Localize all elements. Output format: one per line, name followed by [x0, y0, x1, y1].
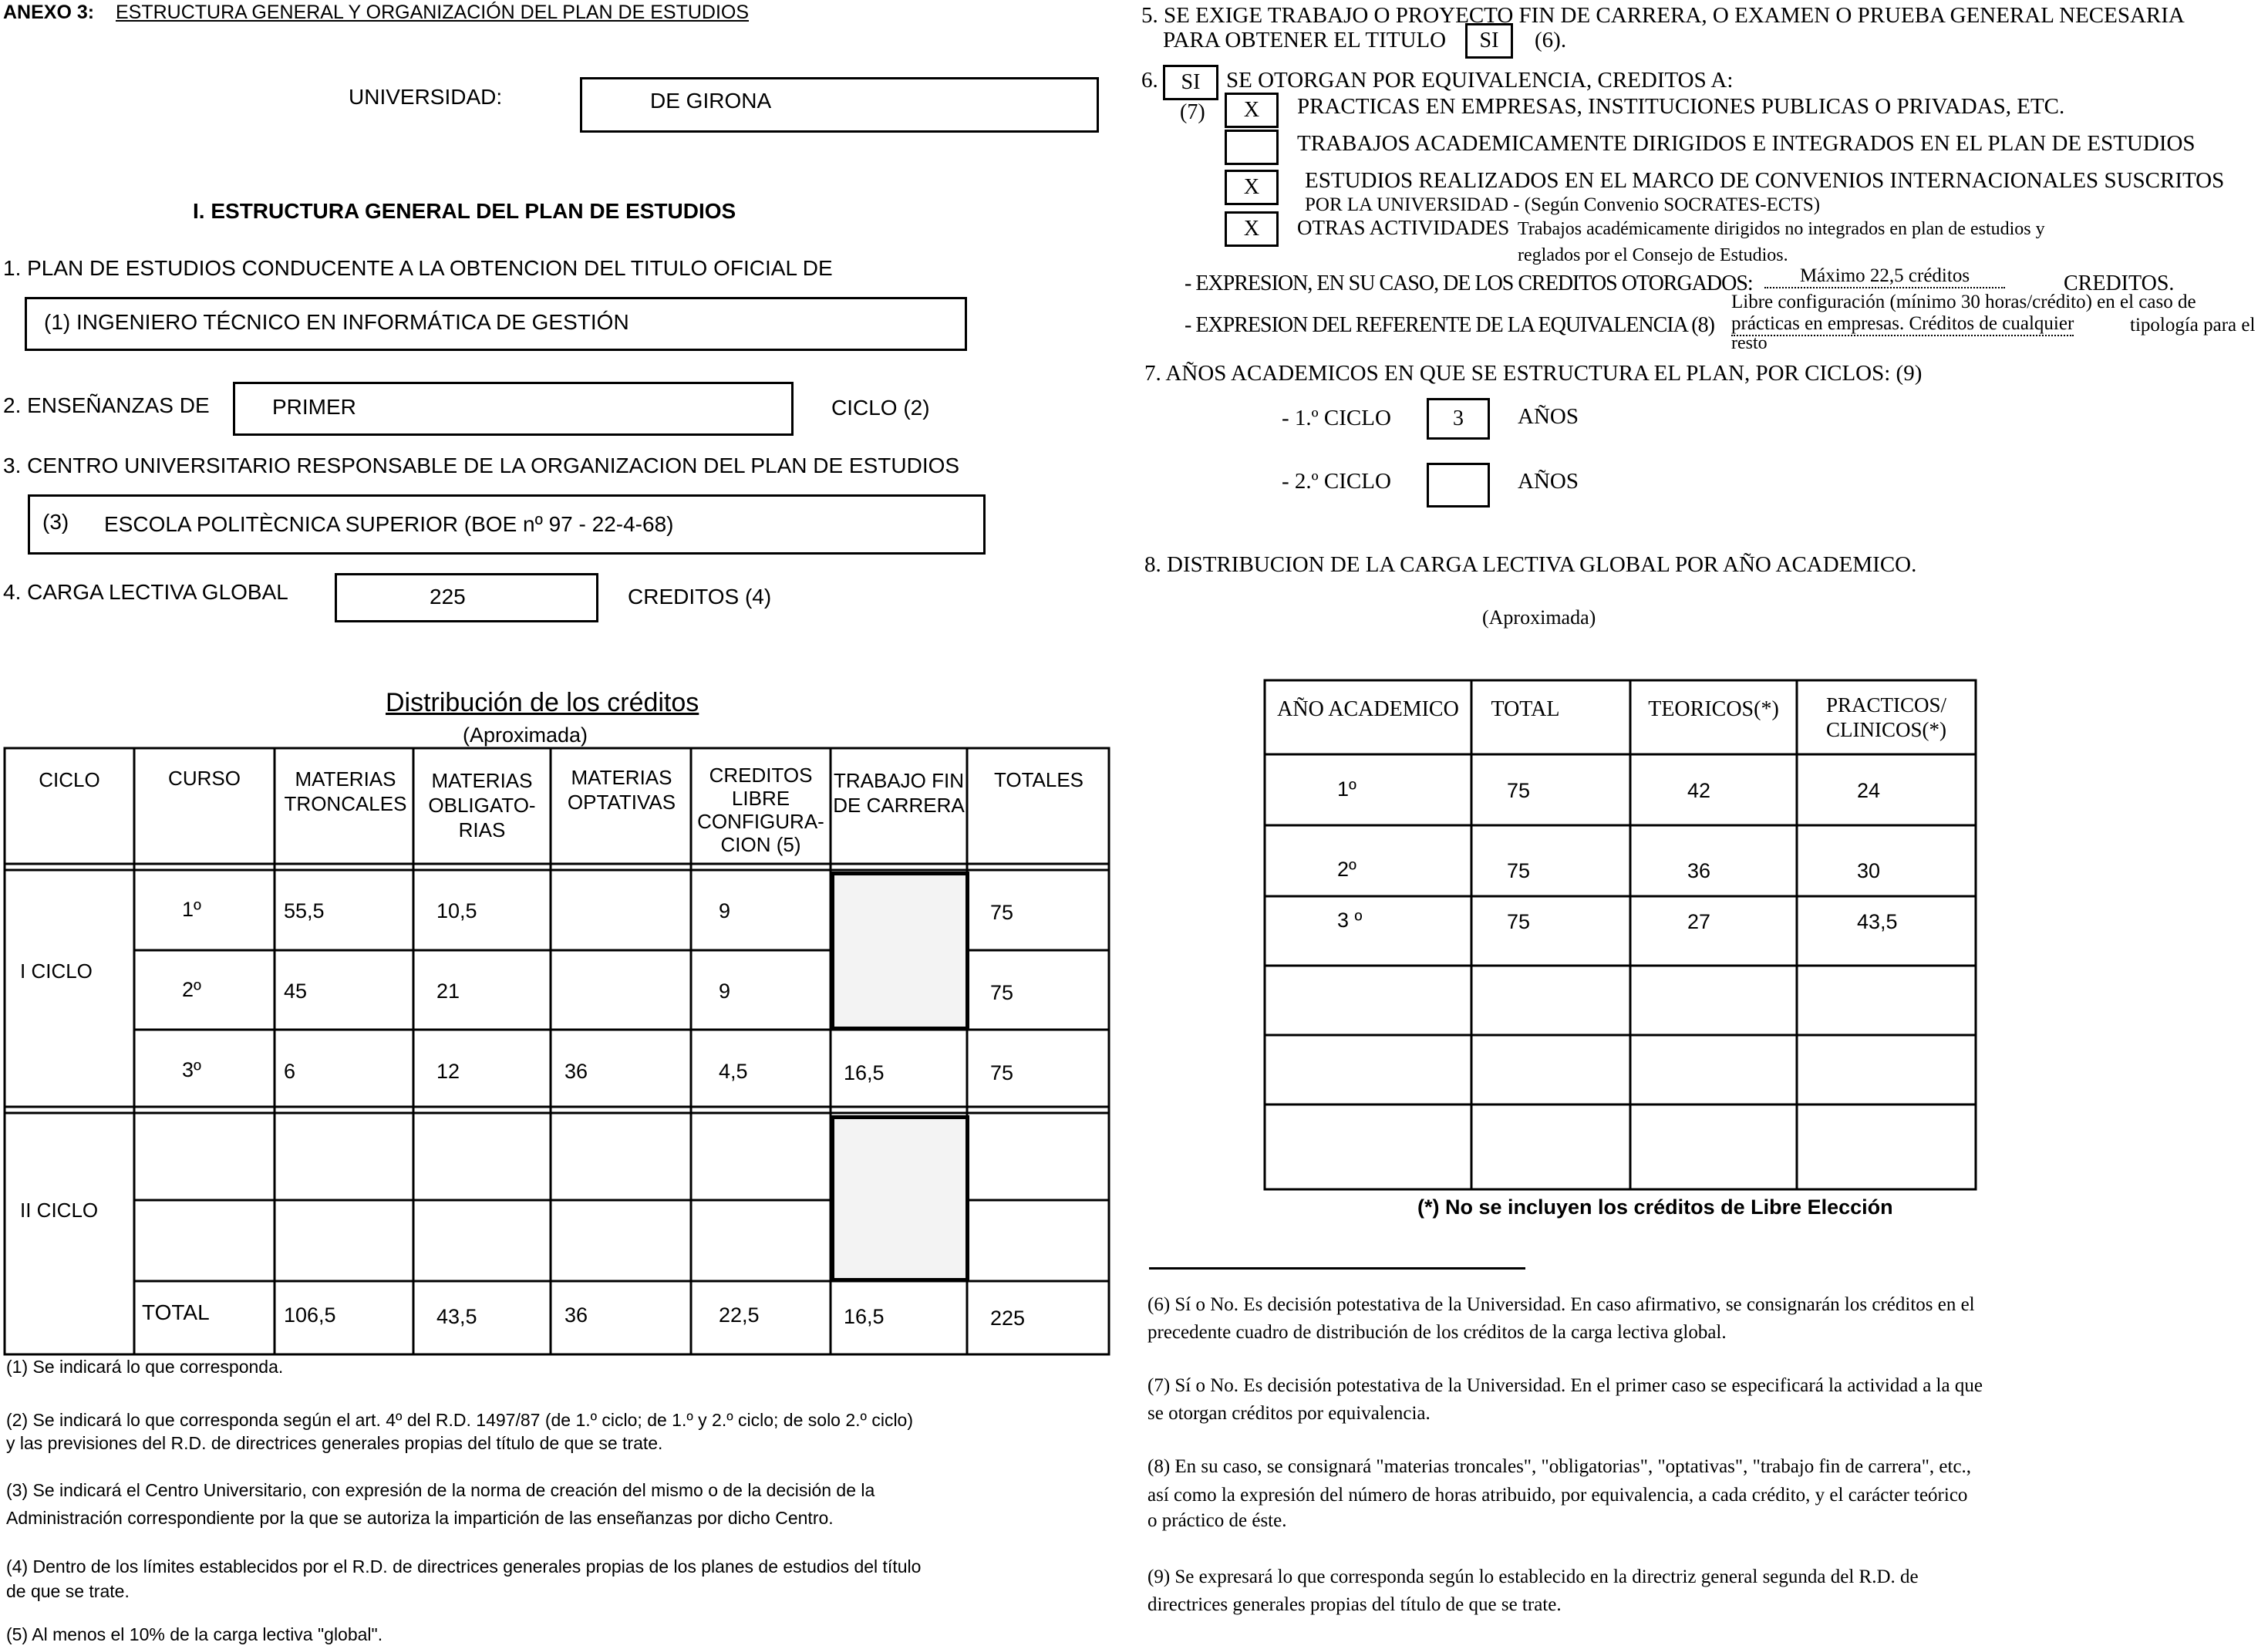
cell-trabajo: 16,5	[844, 1061, 885, 1084]
item5-line2: PARA OBTENER EL TITULO	[1163, 28, 1447, 52]
cell-obligatorias: 21	[436, 980, 460, 1003]
year-cell-practicos: 30	[1857, 859, 1881, 882]
year-cell-ano: 2º	[1337, 858, 1356, 881]
ciclo-value: PRIMER	[272, 395, 356, 419]
carga-box	[335, 573, 598, 622]
item6-text: SE OTORGAN POR EQUIVALENCIA, CREDITOS A:	[1226, 68, 1734, 93]
cell-totales: 75	[990, 981, 1014, 1004]
carga-value: 225	[430, 585, 466, 609]
header-curso: CURSO	[168, 767, 241, 790]
header-ciclo: CICLO	[39, 768, 100, 791]
year-header-practicos-l2: CLINICOS(*)	[1826, 718, 1946, 741]
footnote-5: (5) Al menos el 10% de la carga lectiva "global".	[6, 1624, 383, 1644]
ciclo2-years-box	[1427, 463, 1490, 508]
item7-label: 7. AÑOS ACADEMICOS EN QUE SE ESTRUCTURA EL PLAN, POR CICLOS: (9)	[1144, 361, 1923, 386]
year-grid-lines	[1263, 679, 1977, 1191]
footnote-1: (1) Se indicará lo que corresponda.	[6, 1357, 284, 1377]
footnote-4b: de que se trate.	[6, 1581, 130, 1601]
footnote-2b: y las previsiones del R.D. de directrices generales propias del título de que se trate.	[6, 1433, 663, 1453]
option-otras-text-1: OTRAS ACTIVIDADES	[1297, 216, 1510, 239]
centro-num: (3)	[42, 510, 69, 534]
item4-label: 4. CARGA LECTIVA GLOBAL	[3, 580, 288, 604]
total-label: TOTAL	[142, 1300, 210, 1324]
header-optativas: MATERIAS OPTATIVAS	[567, 766, 676, 814]
universidad-box	[580, 77, 1099, 133]
expr1-suffix: CREDITOS.	[2064, 271, 2175, 295]
expr2-line2a: prácticas en empresas. Créditos de cualquier	[1731, 313, 2074, 336]
ciclo1-years-box: 3	[1427, 398, 1490, 440]
ciclo1-years-label: - 1.º CICLO	[1282, 406, 1391, 430]
item2-label: 2. ENSEÑANZAS DE	[3, 393, 210, 417]
credits-table-subtitle: (Aproximada)	[463, 723, 588, 747]
credits-table	[3, 747, 1110, 1356]
option-convenios-checkbox: X	[1225, 170, 1279, 205]
header-obligatorias	[413, 768, 551, 842]
centro-box	[28, 494, 986, 555]
header-libre-l2: LIBRE	[731, 787, 790, 810]
ciclo-box	[233, 382, 794, 436]
ciclo1-label: I CICLO	[20, 959, 93, 983]
footnote-8b: así como la expresión del número de horas atribuido, por equivalencia, a cada crédito, y el carácter teórico	[1147, 1485, 1968, 1506]
expr2-line3: resto	[1731, 333, 1768, 353]
cell-totales: 75	[990, 1061, 1014, 1084]
item4-suffix: CREDITOS (4)	[628, 585, 772, 609]
item6-ref: (7)	[1180, 100, 1205, 124]
anexo-label: ANEXO 3:	[3, 2, 95, 23]
footnote-6a: (6) Sí o No. Es decisión potestativa de la Universidad. En caso afirmativo, se consignarán los créditos en el	[1147, 1294, 1975, 1315]
cell-totales: 75	[990, 901, 1014, 924]
year-header-ano: AÑO ACADEMICO	[1277, 697, 1459, 721]
anexo-title: ESTRUCTURA GENERAL Y ORGANIZACIÓN DEL PLAN DE ESTUDIOS	[116, 2, 750, 23]
footnote-8c: o práctico de éste.	[1147, 1510, 1287, 1531]
cell-obligatorias: 12	[436, 1060, 460, 1083]
cell-optativas: 36	[564, 1060, 588, 1083]
expr1-label: - EXPRESION, EN SU CASO, DE LOS CREDITOS OTORGADOS:	[1185, 271, 1753, 295]
option-otras-text-2: Trabajos académicamente dirigidos no integrados en plan de estudios y	[1518, 219, 2045, 239]
header-trabajo: TRABAJO FIN DE CARRERA	[833, 769, 965, 817]
year-table-note: (*) No se incluyen los créditos de Libre Elección	[1417, 1195, 1893, 1219]
cell-libre: 9	[719, 980, 731, 1003]
item6-num: 6.	[1141, 68, 1158, 93]
ciclo2-label: II CICLO	[20, 1199, 99, 1222]
footnote-7a: (7) Sí o No. Es decisión potestativa de la Universidad. En el primer caso se especificará la actividad a la que	[1147, 1375, 1983, 1396]
year-table	[1263, 679, 1977, 1191]
total-totales: 225	[990, 1307, 1026, 1330]
header-libre-l3: CONFIGURA-	[697, 810, 824, 833]
item8-label: 8. DISTRIBUCION DE LA CARGA LECTIVA GLOBAL POR AÑO ACADEMICO.	[1144, 552, 1917, 577]
total-libre: 22,5	[719, 1303, 760, 1327]
universidad-value: DE GIRONA	[650, 89, 772, 113]
centro-value: ESCOLA POLITÈCNICA SUPERIOR (BOE nº 97 - 22-4-68)	[104, 512, 674, 536]
footnote-2a: (2) Se indicará lo que corresponda según el art. 4º del R.D. 1497/87 (de 1.º ciclo; de 1.º y 2.º ciclo; de solo 2.º ciclo)	[6, 1410, 914, 1430]
footnote-9a: (9) Se expresará lo que corresponda según lo establecido en la directriz general segunda del R.D. de	[1147, 1566, 1919, 1587]
footnote-6b: precedente cuadro de distribución de los créditos de la carga lectiva global.	[1147, 1322, 1727, 1343]
cell-curso: 1º	[182, 898, 201, 921]
cell-troncales: 45	[284, 980, 308, 1003]
cell-libre: 4,5	[719, 1060, 748, 1083]
option-convenios-text-2: POR LA UNIVERSIDAD - (Según Convenio SOCRATES-ECTS)	[1305, 194, 1821, 215]
footnote-7b: se otorgan créditos por equivalencia.	[1147, 1403, 1431, 1424]
year-cell-ano: 3 º	[1337, 909, 1363, 932]
credits-table-title: Distribución de los créditos	[386, 688, 699, 717]
year-cell-practicos: 24	[1857, 779, 1881, 802]
header-obligatorias-l1: MATERIAS	[431, 769, 533, 792]
option-practicas-text: PRACTICAS EN EMPRESAS, INSTITUCIONES PUBLICAS O PRIVADAS, ETC.	[1297, 94, 2065, 119]
option-trabajos-text: TRABAJOS ACADEMICAMENTE DIRIGIDOS E INTEGRADOS EN EL PLAN DE ESTUDIOS	[1297, 131, 2196, 156]
item5-line1: 5. SE EXIGE TRABAJO O PROYECTO FIN DE CARRERA, O EXAMEN O PRUEBA GENERAL NECESARIA	[1141, 3, 2185, 28]
year-cell-practicos: 43,5	[1857, 910, 1898, 933]
year-cell-teoricos: 42	[1687, 779, 1711, 802]
section-title: I. ESTRUCTURA GENERAL DEL PLAN DE ESTUDIOS	[193, 199, 736, 223]
trabajo-shaded-cell-1	[831, 872, 969, 1030]
item5-checkbox: SI	[1465, 23, 1513, 59]
year-cell-teoricos: 36	[1687, 859, 1711, 882]
expr2-label: - EXPRESION DEL REFERENTE DE LA EQUIVALENCIA (8)	[1185, 313, 1714, 337]
cell-libre: 9	[719, 899, 731, 922]
year-header-practicos	[1797, 693, 1976, 742]
item8-sub: (Aproximada)	[1482, 606, 1596, 629]
item6-checkbox: SI	[1163, 65, 1218, 100]
header-totales: TOTALES	[993, 768, 1084, 791]
total-obligatorias: 43,5	[436, 1305, 477, 1328]
option-practicas-checkbox: X	[1225, 93, 1279, 128]
header-obligatorias-l2: OBLIGATO-	[428, 794, 536, 817]
option-otras-text-3: reglados por el Consejo de Estudios.	[1518, 245, 1788, 265]
header-libre-l1: CREDITOS	[709, 764, 813, 787]
year-cell-total: 75	[1507, 910, 1531, 933]
ciclo1-years-unit: AÑOS	[1518, 404, 1579, 429]
footnote-8a: (8) En su caso, se consignará "materias troncales", "obligatorias", "optativas", "trabajo fin de carrera", etc.,	[1147, 1456, 1972, 1477]
option-trabajos-checkbox	[1225, 130, 1279, 165]
footnote-3a: (3) Se indicará el Centro Universitario, con expresión de la norma de creación del mismo o de la decisión de la	[6, 1480, 875, 1500]
item3-label: 3. CENTRO UNIVERSITARIO RESPONSABLE DE LA ORGANIZACION DEL PLAN DE ESTUDIOS	[3, 454, 960, 477]
year-cell-total: 75	[1507, 859, 1531, 882]
footnote-3b: Administración correspondiente por la que se autoriza la impartición de las enseñanzas por dicho Centro.	[6, 1508, 834, 1528]
expr2-line2b: tipología para el	[2130, 315, 2256, 336]
year-header-practicos-l1: PRACTICOS/	[1825, 693, 1947, 717]
titulo-box	[25, 297, 967, 351]
cell-curso: 3º	[182, 1058, 201, 1081]
option-convenios-text-1: ESTUDIOS REALIZADOS EN EL MARCO DE CONVENIOS INTERNACIONALES SUSCRITOS	[1305, 168, 2225, 193]
universidad-label: UNIVERSIDAD:	[349, 85, 503, 109]
footnote-9b: directrices generales propias del título de que se trate.	[1147, 1594, 1562, 1615]
item1-label: 1. PLAN DE ESTUDIOS CONDUCENTE A LA OBTENCION DEL TITULO OFICIAL DE	[3, 256, 833, 280]
total-optativas: 36	[564, 1303, 588, 1327]
titulo-value: (1) INGENIERO TÉCNICO EN INFORMÁTICA DE GESTIÓN	[44, 310, 629, 334]
year-cell-teoricos: 27	[1687, 910, 1711, 933]
header-obligatorias-l3: RIAS	[458, 818, 506, 841]
total-trabajo: 16,5	[844, 1305, 885, 1328]
year-cell-ano: 1º	[1337, 777, 1356, 801]
ciclo2-years-label: - 2.º CICLO	[1282, 469, 1391, 494]
header-libre-l4: CION (5)	[720, 833, 801, 856]
cell-troncales: 6	[284, 1060, 296, 1083]
option-otras-checkbox: X	[1225, 211, 1279, 247]
cell-troncales: 55,5	[284, 899, 325, 922]
footnote-divider	[1149, 1267, 1525, 1270]
expr1-value: Máximo 22,5 créditos	[1764, 265, 2005, 288]
year-cell-total: 75	[1507, 779, 1531, 802]
item2-suffix: CICLO (2)	[831, 396, 930, 420]
cell-obligatorias: 10,5	[436, 899, 477, 922]
header-libre	[691, 764, 831, 856]
cell-curso: 2º	[182, 978, 201, 1001]
trabajo-shaded-cell-2	[831, 1115, 969, 1282]
ciclo2-years-unit: AÑOS	[1518, 469, 1579, 494]
total-troncales: 106,5	[284, 1303, 336, 1327]
year-header-total: TOTAL	[1491, 697, 1560, 721]
year-header-teoricos: TEORICOS(*)	[1648, 697, 1779, 721]
footnote-4a: (4) Dentro de los límites establecidos por el R.D. de directrices generales propias de los planes de estudios del título	[6, 1556, 922, 1576]
header-troncales: MATERIAS TRONCALES	[284, 767, 407, 815]
expr2-line1: Libre configuración (mínimo 30 horas/crédito) en el caso de	[1731, 292, 2196, 312]
item5-suffix: (6).	[1535, 28, 1567, 52]
